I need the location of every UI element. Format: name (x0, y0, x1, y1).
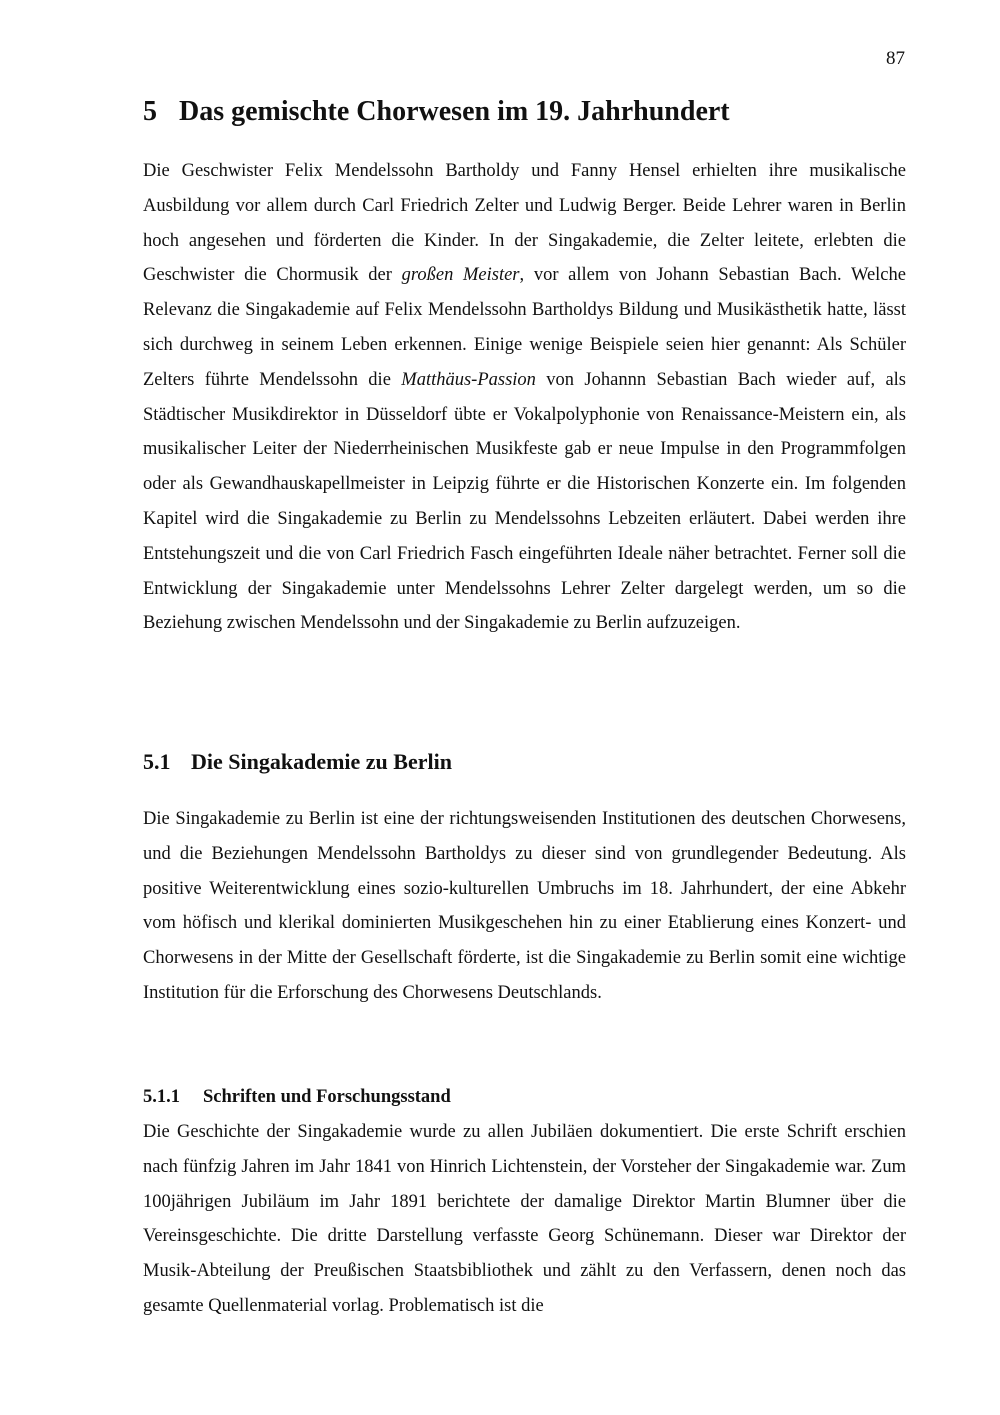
paragraph-text: , vor allem von Johann Sebastian Bach. Welche Relevanz die Singakademie auf Felix Mendelssohn Bartholdys Bildung und Musikästhetik hatte, lässt sich durchweg in seinem Leben erkennen. Einige wenige Beispiele seien hier genannt: Als Schüler Zelters führte Mendelssohn die (143, 265, 906, 390)
section-title: Die Singakademie zu Berlin (191, 749, 452, 774)
chapter-title: Das gemischte Chorwesen im 19. Jahrhundert (179, 96, 730, 127)
subsection-number: 5.1.1 (143, 1087, 180, 1107)
subsection-heading (143, 1084, 913, 1110)
chapter-number: 5 (143, 96, 157, 127)
paragraph-text: Die Geschwister Felix Mendelssohn Bartholdy und Fanny Hensel erhielten ihre musikalische Ausbildung vor allem durch Carl Friedrich Zelter und Ludwig Berger. Beide Lehrer waren in Berlin hoch angesehen und förderten die Kinder. In der Singakademie, die Zelter leitete, erlebten die Geschwister die Chormusik der (143, 161, 906, 286)
chapter-heading (143, 95, 913, 129)
subsection-title: Schriften und Forschungsstand (203, 1087, 451, 1107)
chapter-intro-paragraph (143, 154, 906, 641)
italic-term-matthaeus-passion: Matthäus-Passion (401, 369, 536, 390)
section-paragraph: Die Singakademie zu Berlin ist eine der richtungsweisenden Institutionen des deutschen Chorwesens, und die Beziehungen Mendelssohn Bartholdys zu dieser sind von grundlegender Bedeutung. Als positive Weiterentwicklung eines sozio-kulturellen Umbruchs im 18. Jahrhundert, der eine Abkehr vom höfisch und klerikal dominierten Musikgeschehen hin zu einer Etablierung eines Konzert- und Chorwesens in der Mitte der Gesellschaft förderte, ist die Singakademie zu Berlin somit eine wichtige Institution für die Erforschung des Chorwesens Deutschlands. (143, 809, 906, 1003)
section-number: 5.1 (143, 749, 171, 774)
section-heading (143, 747, 913, 777)
subsection-paragraph: Die Geschichte der Singakademie wurde zu allen Jubiläen dokumentiert. Die erste Schrift erschien nach fünfzig Jahren im Jahr 1841 von Hinrich Lichtenstein, der Vorsteher der Singakademie war. Zum 100jährigen Jubiläum im Jahr 1891 berichtete der damalige Direktor Martin Blumner über die Vereinsgeschichte. Die dritte Darstellung verfasste Georg Schünemann. Dieser war Direktor der Musik-Abteilung der Preußischen Staatsbibliothek und zählt zu den Verfassern, denen noch das gesamte Quellenmaterial vorlag. Problematisch ist die (143, 1122, 906, 1316)
italic-term-grossen-meister: großen Meister (401, 265, 520, 286)
paragraph-text: von Johannn Sebastian Bach wieder auf, als Städtischer Musikdirektor in Düsseldorf übte er Vokalpolyphonie von Renaissance-Meistern ein, als musikalischer Leiter der Niederrheinischen Musikfeste gab er neue Impulse in den Programmfolgen oder als Gewandhauskapellmeister in Leipzig führte er die Historischen Konzerte ein. Im folgenden Kapitel wird die Singakademie zu Berlin zu Mendelssohns Lebzeiten erläutert. Dabei werden ihre Entstehungszeit und die von Carl Friedrich Fasch eingeführten Ideale näher betrachtet. Ferner soll die Entwicklung der Singakademie unter Mendelssohns Lehrer Zelter dargelegt werden, um so die Beziehung zwischen Mendelssohn und der Singakademie zu Berlin aufzuzeigen. (143, 369, 906, 634)
page-number: 87 (886, 48, 905, 69)
